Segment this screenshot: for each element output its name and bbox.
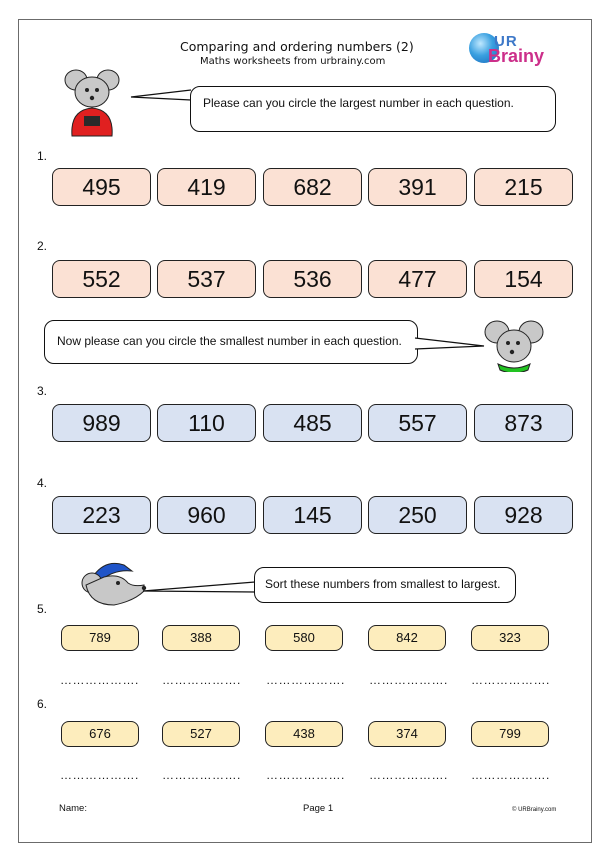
number-box[interactable]: 215 bbox=[474, 168, 573, 206]
answer-line[interactable]: ………………. bbox=[369, 768, 448, 782]
number-box[interactable]: 250 bbox=[368, 496, 467, 534]
instruction-sort: Sort these numbers from smallest to largest. bbox=[265, 577, 501, 591]
speech-pointer bbox=[130, 86, 192, 106]
number-box[interactable]: 960 bbox=[157, 496, 256, 534]
instruction-largest: Please can you circle the largest number in each question. bbox=[203, 96, 514, 110]
number-box: 527 bbox=[162, 721, 240, 747]
question-2-label: 2. bbox=[37, 239, 48, 253]
instruction-bubble-sort bbox=[254, 567, 516, 603]
page-subtitle: Maths worksheets from urbrainy.com bbox=[200, 56, 386, 67]
footer-page-number: Page 1 bbox=[303, 803, 334, 814]
number-box: 789 bbox=[61, 625, 139, 651]
speech-pointer bbox=[142, 580, 256, 598]
answer-line[interactable]: ………………. bbox=[266, 768, 345, 782]
question-1-label: 1. bbox=[37, 149, 48, 163]
answer-line[interactable]: ………………. bbox=[162, 673, 241, 687]
answer-line[interactable]: ………………. bbox=[266, 673, 345, 687]
question-3-label: 3. bbox=[37, 384, 48, 398]
answer-line[interactable]: ………………. bbox=[369, 673, 448, 687]
instruction-bubble-smallest bbox=[44, 320, 418, 364]
speech-pointer bbox=[414, 334, 486, 356]
number-box[interactable]: 552 bbox=[52, 260, 151, 298]
answer-line[interactable]: ………………. bbox=[471, 673, 550, 687]
logo-brainy-text: Brainy bbox=[488, 46, 545, 66]
instruction-bubble-largest bbox=[190, 86, 556, 132]
footer-copyright: © URBrainy.com bbox=[512, 807, 557, 813]
number-box: 799 bbox=[471, 721, 549, 747]
number-box[interactable]: 419 bbox=[157, 168, 256, 206]
page-title: Comparing and ordering numbers (2) bbox=[180, 39, 414, 54]
number-box[interactable]: 110 bbox=[157, 404, 256, 442]
number-box[interactable]: 154 bbox=[474, 260, 573, 298]
answer-line[interactable]: ………………. bbox=[60, 673, 139, 687]
number-box[interactable]: 477 bbox=[368, 260, 467, 298]
number-box[interactable]: 928 bbox=[474, 496, 573, 534]
number-box[interactable]: 495 bbox=[52, 168, 151, 206]
number-box: 580 bbox=[265, 625, 343, 651]
number-box[interactable]: 145 bbox=[263, 496, 362, 534]
logo-ur-text: UR bbox=[494, 33, 518, 50]
number-box[interactable]: 391 bbox=[368, 168, 467, 206]
answer-line[interactable]: ………………. bbox=[60, 768, 139, 782]
question-6-label: 6. bbox=[37, 697, 48, 711]
instruction-smallest: Now please can you circle the smallest number in each question. bbox=[57, 334, 402, 348]
number-box[interactable]: 536 bbox=[263, 260, 362, 298]
number-box: 374 bbox=[368, 721, 446, 747]
footer-name-label: Name: bbox=[59, 803, 87, 814]
mouse-cap-icon bbox=[74, 555, 148, 609]
mouse-reading-icon bbox=[62, 62, 130, 138]
number-box: 323 bbox=[471, 625, 549, 651]
number-box[interactable]: 682 bbox=[263, 168, 362, 206]
number-box[interactable]: 873 bbox=[474, 404, 573, 442]
number-box[interactable]: 223 bbox=[52, 496, 151, 534]
number-box[interactable]: 557 bbox=[368, 404, 467, 442]
mouse-face-icon bbox=[484, 316, 544, 372]
number-box: 438 bbox=[265, 721, 343, 747]
answer-line[interactable]: ………………. bbox=[162, 768, 241, 782]
number-box[interactable]: 485 bbox=[263, 404, 362, 442]
number-box[interactable]: 989 bbox=[52, 404, 151, 442]
number-box: 388 bbox=[162, 625, 240, 651]
number-box: 676 bbox=[61, 721, 139, 747]
question-4-label: 4. bbox=[37, 476, 48, 490]
number-box: 842 bbox=[368, 625, 446, 651]
number-box[interactable]: 537 bbox=[157, 260, 256, 298]
answer-line[interactable]: ………………. bbox=[471, 768, 550, 782]
question-5-label: 5. bbox=[37, 602, 48, 616]
